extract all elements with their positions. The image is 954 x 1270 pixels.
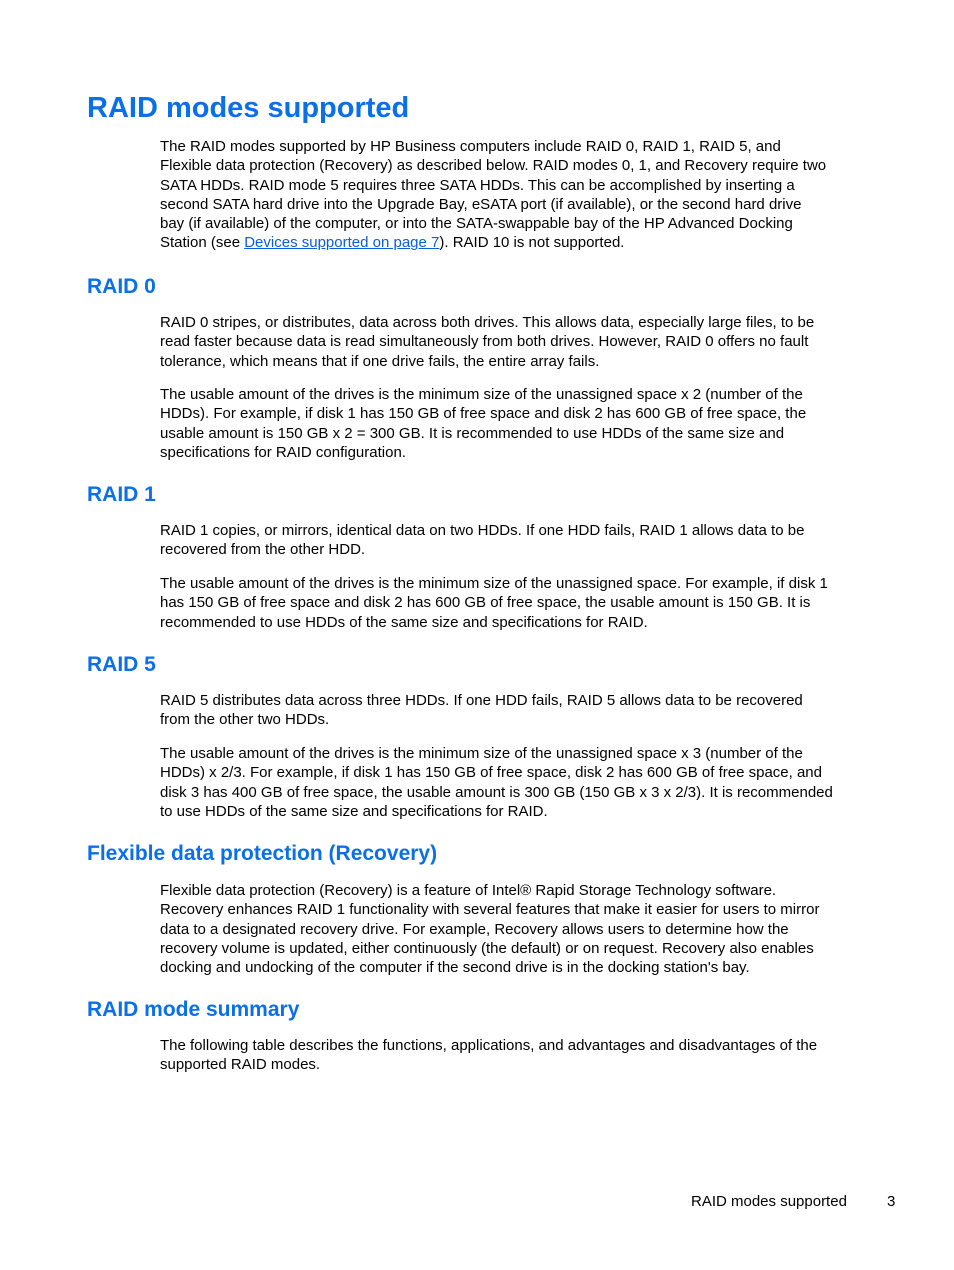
footer-page-number: 3: [887, 1193, 896, 1210]
paragraph-line: usable amount is 150 GB x 2 = 300 GB. It is recommended to use HDDs of the same size and: [160, 424, 785, 442]
paragraph-line: RAID 0 stripes, or distributes, data across both drives. This allows data, especially large files, to be: [160, 314, 815, 331]
intro-line: bay (if available) of the computer, or into the SATA-swappable bay of the HP Advanced Docking: [160, 215, 793, 233]
paragraph-line: recommended to use HDDs of the same size and specifications for RAID.: [160, 613, 648, 631]
raid5-paragraph-1: [160, 691, 885, 730]
raid1-paragraph-2: [160, 574, 885, 632]
paragraph-line: The usable amount of the drives is the minimum size of the unassigned space. For example, if disk 1: [160, 575, 828, 592]
paragraph-line: RAID 1 copies, or mirrors, identical data on two HDDs. If one HDD fails, RAID 1 allows data to be: [160, 522, 805, 539]
paragraph-line: supported RAID modes.: [160, 1056, 321, 1074]
intro-paragraph: [160, 137, 885, 253]
paragraph-line: recovered from the other HDD.: [160, 541, 366, 559]
summary-heading: RAID mode summary: [87, 998, 300, 1021]
paragraph-line: recovery volume is updated, either continuously (the default) or on request. Recovery also enables: [160, 939, 814, 957]
intro-line-with-link: [160, 233, 885, 252]
paragraph-line: tolerance, which means that if one drive fails, the entire array fails.: [160, 352, 600, 370]
raid1-heading: RAID 1: [87, 483, 156, 506]
intro-line: The RAID modes supported by HP Business computers include RAID 0, RAID 1, RAID 5, and: [160, 138, 781, 155]
intro-line: SATA HDDs. RAID mode 5 requires three SATA HDDs. This can be accomplished by inserting a: [160, 176, 795, 194]
paragraph-line: specifications for RAID configuration.: [160, 443, 406, 461]
paragraph-line: HDDs) x 2/3. For example, if disk 1 has 150 GB of free space, disk 2 has 600 GB of free space, and: [160, 764, 822, 782]
raid0-heading: RAID 0: [87, 275, 156, 298]
recovery-paragraph-1: [160, 881, 885, 977]
raid5-paragraph-2: [160, 744, 885, 821]
paragraph-line: RAID 5 distributes data across three HDDs. If one HDD fails, RAID 5 allows data to be recovered: [160, 692, 803, 709]
paragraph-line: read faster because data is read simultaneously from both drives. However, RAID 0 offers no fault: [160, 333, 809, 351]
raid1-paragraph-1: [160, 521, 885, 560]
raid5-heading: RAID 5: [87, 653, 156, 676]
paragraph-line: disk 3 has 400 GB of free space, the usable amount is 300 GB (150 GB x 3 x 2/3). It is recommended: [160, 783, 833, 801]
intro-text: Station (see: [160, 234, 245, 252]
paragraph-line: Flexible data protection (Recovery) is a feature of Intel® Rapid Storage Technology software.: [160, 882, 777, 899]
raid0-paragraph-1: [160, 313, 885, 371]
devices-supported-link[interactable]: Devices supported on page 7: [244, 234, 440, 252]
paragraph-line: from the other two HDDs.: [160, 711, 330, 729]
paragraph-line: docking and undocking of the computer if the second drive is in the docking station's bay.: [160, 959, 750, 977]
paragraph-line: Recovery enhances RAID 1 functionality with several features that make it easier for users to mirror: [160, 901, 820, 919]
paragraph-line: has 150 GB of free space and disk 2 has 600 GB of free space, the usable amount is 150 GB. It is: [160, 594, 811, 612]
recovery-heading: Flexible data protection (Recovery): [87, 842, 438, 865]
intro-text: ). RAID 10 is not supported.: [439, 234, 625, 252]
paragraph-line: The usable amount of the drives is the minimum size of the unassigned space x 2 (number of the: [160, 386, 803, 403]
paragraph-line: to use HDDs of the same size and specifications for RAID.: [160, 802, 548, 820]
paragraph-line: HDDs). For example, if disk 1 has 150 GB of free space and disk 2 has 600 GB of free space, the: [160, 405, 807, 423]
paragraph-line: data to a designated recovery drive. For example, Recovery allows users to determine how the: [160, 920, 789, 938]
page-title: RAID modes supported: [87, 92, 410, 124]
paragraph-line: The usable amount of the drives is the minimum size of the unassigned space x 3 (number of the: [160, 745, 803, 762]
intro-line: second SATA hard drive into the Upgrade Bay, eSATA port (if available), or the second hard drive: [160, 195, 802, 213]
summary-paragraph-1: [160, 1036, 885, 1075]
footer-section-title: RAID modes supported: [691, 1193, 847, 1210]
raid0-paragraph-2: [160, 385, 885, 462]
paragraph-line: The following table describes the functions, applications, and advantages and disadvantages of the: [160, 1037, 818, 1054]
intro-line: Flexible data protection (Recovery) as described below. RAID modes 0, 1, and Recovery require two: [160, 157, 827, 175]
